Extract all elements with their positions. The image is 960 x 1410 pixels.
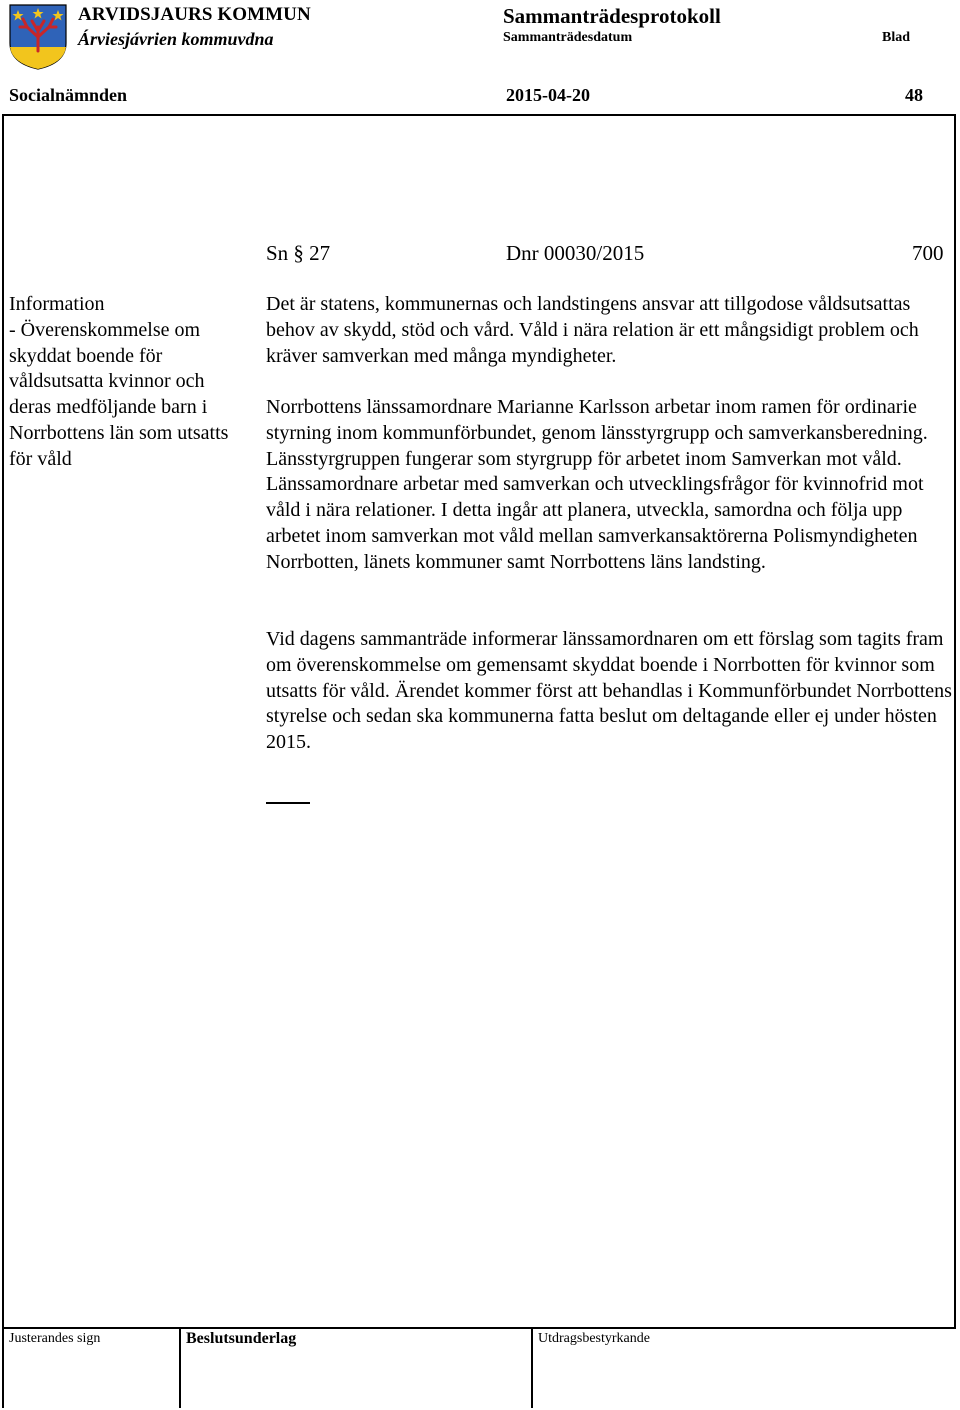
page-label: Blad bbox=[882, 30, 911, 45]
organization-name-sami: Árviesjávrien kommuvdna bbox=[78, 29, 274, 49]
footer-divider-2 bbox=[531, 1327, 533, 1408]
archive-code: 700 bbox=[912, 241, 944, 265]
footer-divider-1 bbox=[179, 1327, 181, 1408]
paragraph-text: Norrbottens länssamordnare Marianne Karlsson arbetar inom ramen för ordinarie styrning inom kommunförbundet, genom länsstyrgrupp och samverkansberedning. Länsstyrgruppen fungerar som styrgrupp för arbetet inom Samverkan mot våld. Länssamordnare arbetar med samverkan och utvecklingsfrågor för kvinnofrid mot våld i nära relationer. I detta ingår att planera, utveckla, samordna och följa upp arbetet inom samverkan mot våld mellan samverkansaktörerna Polismyndigheten Norrbotten, länets kommuner samt Norrbottens läns landsting. bbox=[266, 396, 928, 573]
document-type: Sammanträdesprotokoll bbox=[503, 4, 721, 28]
meeting-date: 2015-04-20 bbox=[506, 85, 590, 105]
paragraph-text: Vid dagens sammanträde informerar länssamordnaren om ett förslag som tagits fram om överenskommelse om gemensamt skyddat boende i Norrbotten för kvinnor som utsatts för våld. Ärendet kommer först att behandlas i Kommunförbundet Norrbottens styrelse och sedan ska kommunerna fatta beslut om deltagande eller ej under hösten 2015. bbox=[266, 628, 952, 754]
header-rule bbox=[2, 114, 956, 116]
page-number: 48 bbox=[905, 85, 923, 105]
body-paragraph-1 bbox=[266, 292, 956, 369]
organization-name: ARVIDSJAURS KOMMUN bbox=[78, 4, 311, 25]
subject-heading: Information - Överenskommelse om skyddat boende för våldsutsatta kvinnor och deras medföljande barn i Norrbottens län som utsatts för våld bbox=[9, 293, 229, 470]
extract-certification-label: Utdragsbestyrkande bbox=[538, 1331, 650, 1346]
date-label: Sammanträdesdatum bbox=[503, 30, 633, 45]
adjuster-signature-label: Justerandes sign bbox=[9, 1331, 101, 1346]
diary-number: Dnr 00030/2015 bbox=[506, 241, 645, 265]
footer-rule bbox=[2, 1327, 956, 1329]
committee-name: Socialnämnden bbox=[9, 85, 128, 105]
section-end-mark bbox=[266, 802, 310, 804]
paragraph-reference: Sn § 27 bbox=[266, 241, 331, 265]
paragraph-text: Det är statens, kommunernas och landstingens ansvar att tillgodose våldsutsattas behov av skydd, stöd och vård. Våld i nära relation är ett mångsidigt problem och kräver samverkan med många myndigheter. bbox=[266, 293, 919, 367]
decision-basis-label: Beslutsunderlag bbox=[186, 1330, 297, 1347]
body-paragraph-3 bbox=[266, 627, 956, 756]
body-paragraph-2 bbox=[266, 395, 956, 576]
coat-of-arms-icon bbox=[8, 3, 68, 71]
frame-left-border bbox=[2, 114, 4, 1408]
